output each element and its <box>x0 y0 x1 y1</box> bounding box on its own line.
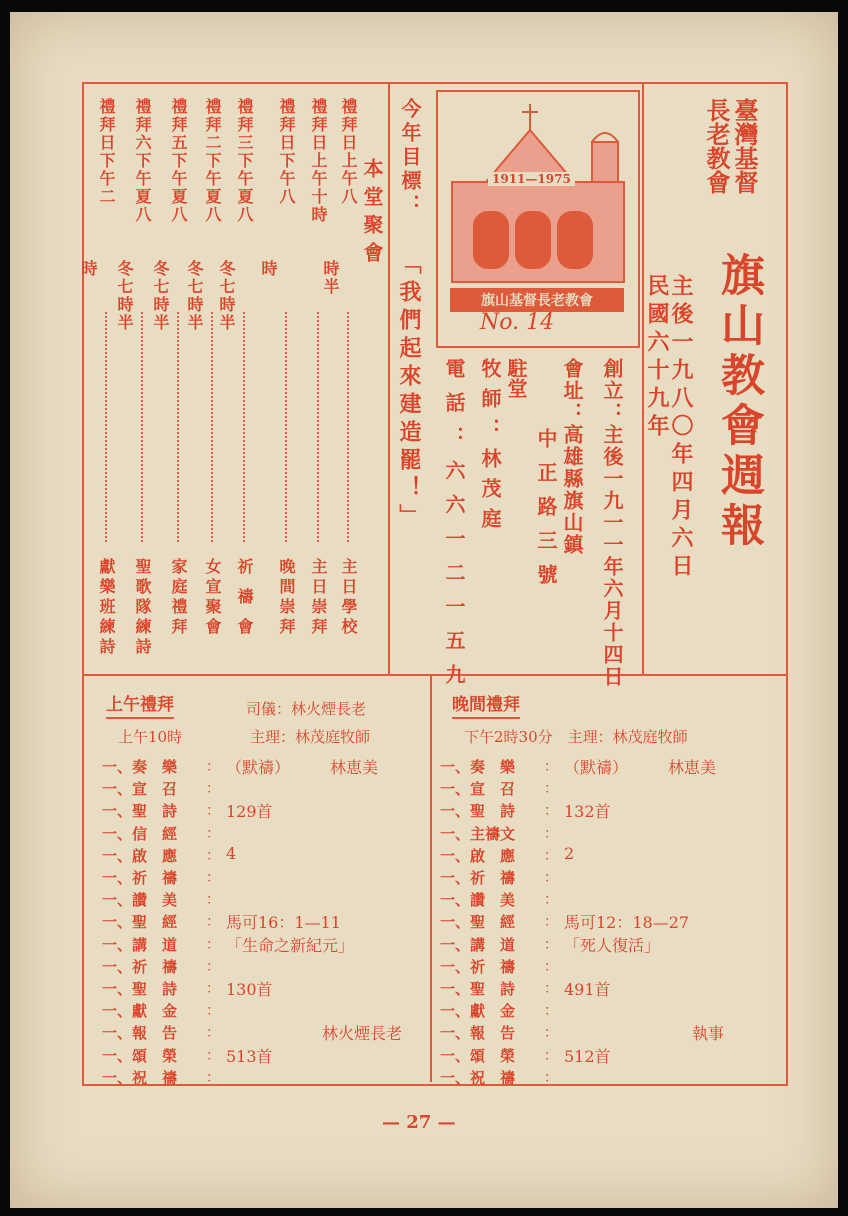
evening-service-item-label: 一、讚 美 <box>440 891 516 910</box>
colon-separator: ： <box>544 1047 558 1064</box>
schedule-time: 禮拜三下午夏八 <box>235 98 254 224</box>
schedule-meeting-name: 獻樂班練詩 <box>97 558 116 658</box>
schedule-time: 禮拜日下午八 <box>277 98 296 206</box>
morning-service-item-value: 馬可16：1—11 <box>226 913 341 933</box>
colon-separator: ： <box>206 870 220 886</box>
date-line-2: 民國六十九年 <box>644 274 670 442</box>
morning-service-item-value: 130首 <box>226 980 273 999</box>
schedule-meeting-name: 家庭禮拜 <box>169 558 188 638</box>
evening-service-item-label: 一、頌 榮 <box>440 1046 516 1065</box>
schedule-meeting-name: 女宣聚會 <box>203 558 222 638</box>
morning-service-item-label: 一、宣 召 <box>102 780 178 799</box>
colon-separator: ： <box>544 870 558 886</box>
meetings-divider <box>388 84 390 674</box>
evening-service-item-value: （默禱） 林恵美 <box>564 758 717 777</box>
service-divider <box>430 676 432 1082</box>
colon-separator: ： <box>206 1025 220 1042</box>
colon-separator: ： <box>206 958 220 975</box>
colon-separator: ： <box>544 847 558 864</box>
address-line-2: 中正路三號 <box>534 428 558 598</box>
schedule-time: 禮拜日上午十時 <box>309 98 328 224</box>
morning-service-item-value: 4 <box>226 843 237 863</box>
schedule-time: 冬七時半 <box>217 260 236 332</box>
morning-service-item-value: 129首 <box>226 802 273 822</box>
colon-separator: ： <box>544 958 558 975</box>
church-name-line-2: 長老教會 <box>702 98 731 194</box>
colon-separator: ： <box>206 1003 220 1020</box>
leader-dots <box>285 312 287 542</box>
schedule-meeting-name: 主日學校 <box>339 558 358 638</box>
colon-separator: ： <box>544 825 558 842</box>
evening-service-item-label: 一、祝 禱 <box>440 1068 516 1087</box>
stamp-years: 1911—1975 <box>488 172 575 186</box>
section-divider <box>82 674 786 676</box>
morning-service-item-value: 林火煙長老 <box>226 1024 403 1044</box>
morning-service-item-label: 一、讚 美 <box>102 891 178 910</box>
goal-label: 今年目標： <box>398 98 422 218</box>
church-building-icon <box>446 102 626 292</box>
schedule-time: 禮拜日上午八 <box>339 98 358 206</box>
schedule-time: 時 <box>79 260 98 278</box>
morning-service-item-label: 一、頌 榮 <box>102 1046 178 1065</box>
evening-service-item-value: 132首 <box>564 802 611 822</box>
schedule-meeting-name: 聖歌隊練詩 <box>133 558 152 658</box>
evening-service-item-label: 一、聖 詩 <box>440 980 516 998</box>
schedule-time: 禮拜五下午夏八 <box>169 98 188 224</box>
evening-service-item-label: 一、主禱文 <box>440 824 516 843</box>
date-line-1: 主後一九八〇年四月六日 <box>668 274 694 582</box>
colon-separator: ： <box>544 981 558 997</box>
phone-number: 電話：六六一二一五九 <box>442 358 466 698</box>
colon-separator: ： <box>206 825 220 842</box>
leader-dots <box>347 312 349 542</box>
schedule-meeting-name: 晚間崇拜 <box>277 558 296 638</box>
evening-service-item-label: 一、祈 禱 <box>440 869 516 887</box>
morning-service-item-label: 一、聖 詩 <box>102 802 178 821</box>
colon-separator: ： <box>206 803 220 820</box>
colon-separator: ： <box>206 1047 220 1064</box>
colon-separator: ： <box>544 936 558 953</box>
meetings-label: 本堂聚會 <box>360 158 384 270</box>
morning-service-item-label: 一、報 告 <box>102 1024 178 1043</box>
evening-service-item-value: 512首 <box>564 1046 611 1066</box>
colon-separator: ： <box>544 1025 558 1042</box>
morning-service-item-label: 一、獻 金 <box>102 1002 178 1021</box>
leader-dots <box>105 312 107 542</box>
colon-separator: ： <box>206 847 220 864</box>
evening-service-item-label: 一、祈 禱 <box>440 957 516 976</box>
colon-separator: ： <box>206 981 220 997</box>
evening-service-item-value: 2 <box>564 843 575 863</box>
schedule-meeting-name: 祈禱會 <box>235 558 254 648</box>
founded-date: 創立：主後一九一一年六月十四日 <box>600 358 624 688</box>
morning-service-item-value: （默禱） 林恵美 <box>226 758 379 777</box>
colon-separator: ： <box>206 936 220 953</box>
bulletin-page <box>10 12 838 1208</box>
leader-dots <box>317 312 319 542</box>
leader-dots <box>141 312 143 542</box>
schedule-time: 禮拜日下午二 <box>97 98 116 206</box>
colon-separator: ： <box>206 781 220 798</box>
schedule-time: 冬七時半 <box>115 260 134 332</box>
colon-separator: ： <box>544 1069 558 1086</box>
schedule-time: 冬七時半 <box>151 260 170 332</box>
morning-service-item-label: 一、啟 應 <box>102 846 178 865</box>
evening-service-item-value: 491首 <box>564 980 611 999</box>
morning-service-item-label: 一、奏 樂 <box>102 758 178 776</box>
leader-dots <box>177 312 179 542</box>
morning-service-item-label: 一、祈 禱 <box>102 869 178 887</box>
morning-service-item-label: 一、祝 禱 <box>102 1068 178 1087</box>
stamp-label: 旗山基督長老教會 <box>450 288 624 312</box>
leader-dots <box>243 312 245 542</box>
morning-presider: 司儀：林火煙長老 <box>246 700 367 718</box>
schedule-meeting-name: 主日崇拜 <box>309 558 328 638</box>
evening-service-title: 晚間禮拜 <box>452 690 520 719</box>
evening-service-item-label: 一、啟 應 <box>440 846 516 865</box>
leader-dots <box>211 312 213 542</box>
issue-number: No. 14 <box>480 310 555 335</box>
schedule-time: 禮拜六下午夏八 <box>133 98 152 224</box>
morning-service-item-label: 一、聖 詩 <box>102 980 178 998</box>
goal-text: 「我們起來建造罷！」 <box>396 252 422 532</box>
evening-service-item-label: 一、宣 召 <box>440 780 516 799</box>
evening-service-item-label: 一、講 道 <box>440 935 516 954</box>
schedule-time: 時半 <box>321 260 340 296</box>
morning-service-item-label: 一、聖 經 <box>102 913 178 932</box>
page-number: — 27 — <box>382 1112 456 1133</box>
morning-service-item-label: 一、講 道 <box>102 935 178 954</box>
evening-service-item-label: 一、聖 經 <box>440 913 516 932</box>
church-name-line-1: 臺灣基督 <box>730 98 759 194</box>
colon-separator: ： <box>544 914 558 931</box>
address-line-1: 會址：高雄縣旗山鎮 <box>560 358 584 556</box>
colon-separator: ： <box>544 781 558 798</box>
morning-service-item-label: 一、信 經 <box>102 824 178 843</box>
evening-service-item-label: 一、報 告 <box>440 1024 516 1043</box>
morning-service-title: 上午禮拜 <box>106 690 174 719</box>
evening-service-item-label: 一、獻 金 <box>440 1002 516 1021</box>
colon-separator: ： <box>206 914 220 931</box>
schedule-time: 時 <box>259 260 278 278</box>
evening-service-item-value: 執事 <box>564 1024 725 1044</box>
morning-leader: 主理：林茂庭牧師 <box>250 728 371 746</box>
morning-time: 上午10時 <box>118 728 183 746</box>
evening-time-leader: 下午2時30分 主理：林茂庭牧師 <box>464 728 688 746</box>
colon-separator: ： <box>206 892 220 909</box>
morning-service-item-value: 「生命之新紀元」 <box>226 935 355 955</box>
colon-separator: ： <box>206 759 220 775</box>
schedule-time: 禮拜二下午夏八 <box>203 98 222 224</box>
evening-service-item-label: 一、奏 樂 <box>440 758 516 776</box>
evening-service-item-value: 馬可12：18—27 <box>564 913 690 933</box>
pastor-name: 牧師：林茂庭 <box>478 358 502 538</box>
bulletin-title: 旗山教會週報 <box>713 252 764 552</box>
colon-separator: ： <box>544 892 558 909</box>
pastor-title-1: 駐堂 <box>504 358 528 398</box>
evening-service-item-label: 一、聖 詩 <box>440 802 516 821</box>
colon-separator: ： <box>544 1003 558 1020</box>
colon-separator: ： <box>544 803 558 820</box>
evening-service-item-value: 「死人復活」 <box>564 935 661 955</box>
morning-service-item-value: 513首 <box>226 1046 273 1066</box>
schedule-time: 冬七時半 <box>185 260 204 332</box>
colon-separator: ： <box>544 759 558 775</box>
colon-separator: ： <box>206 1069 220 1086</box>
morning-service-item-label: 一、祈 禱 <box>102 957 178 976</box>
